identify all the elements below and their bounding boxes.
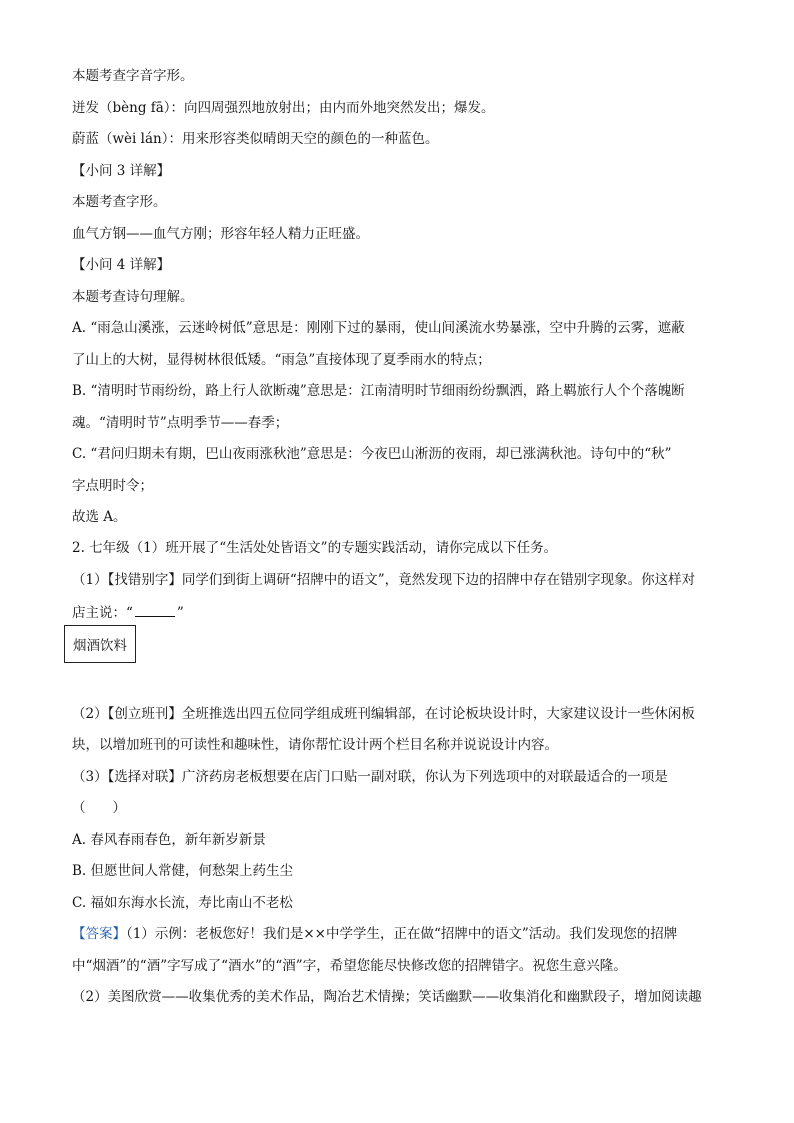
text-line: 块，以增加班刊的可读性和趣味性，请你帮忙设计两个栏目名称并说说设计内容。 [72, 737, 558, 753]
quote-prefix: 店主说：“ [72, 605, 133, 621]
question-part: （1）【找错别字】同学们到街上调研“招牌中的语文”，竟然发现下边的招牌中存在错别字现象。你这样对 [72, 572, 696, 588]
question-title: 2. 七年级（1）班开展了“生活处处皆语文”的专题实践活动，请你完成以下任务。 [72, 540, 558, 556]
text-line: 本题考查字音字形。 [72, 68, 194, 84]
text-line: C. “君问归期未有期，巴山夜雨涨秋池”意思是：今夜巴山淅沥的夜雨，却已涨满秋池。诗句中的“秋” [72, 446, 672, 462]
section-heading: 【小问 3 详解】 [72, 163, 171, 179]
option-a: A. 春风春雨春色，新年新岁新景 [72, 832, 266, 848]
quote-suffix: ” [176, 605, 184, 621]
section-heading: 【小问 4 详解】 [72, 257, 171, 273]
answer-blank [135, 602, 175, 617]
question-part-tail [72, 602, 732, 622]
answer-line [72, 925, 732, 943]
text-line: 血气方钢——血气方刚；形容年轻人精力正旺盛。 [72, 226, 369, 242]
answer-line: （2）美图欣赏——收集优秀的美术作品，陶冶艺术情操；笑话幽默——收集消化和幽默段子，增加阅读趣 [72, 989, 702, 1005]
text-line: 本题考查诗句理解。 [72, 289, 194, 305]
text-line: 本题考查字形。 [72, 194, 167, 210]
text-line: A. “雨急山溪涨，云迷岭树低”意思是：刚刚下过的暴雨，使山间溪流水势暴涨，空中升腾的云雾，遮蔽 [72, 320, 685, 336]
text-line: B. “清明时节雨纷纷，路上行人欲断魂”意思是：江南清明时节细雨纷纷飘洒，路上羁旅行人个个落魄断 [72, 383, 685, 399]
answer-tag: 【答案】 [72, 926, 126, 942]
option-b: B. 但愿世间人常健，何愁架上药生尘 [72, 863, 294, 879]
option-c: C. 福如东海水长流，寿比南山不老松 [72, 895, 293, 911]
shop-sign-box [64, 625, 136, 663]
text-line: 魂。“清明时节”点明季节——春季； [72, 415, 289, 431]
question-part: （3）【选择对联】广济药房老板想要在店门口贴一副对联，你认为下列选项中的对联最适合的一项是 [72, 769, 668, 785]
answer-text: （1）示例：老板您好！我们是××中学学生，正在做“招牌中的语文”活动。我们发现您的招牌 [126, 926, 678, 942]
answer-paren: （ ） [72, 800, 126, 816]
text-line: 迸发（bèng fā）：向四周强烈地放射出；由内而外地突然发出；爆发。 [72, 100, 495, 116]
text-line: 蔚蓝（wèi lán）：用来形容类似晴朗天空的颜色的一种蓝色。 [72, 131, 439, 147]
answer-line: 中“烟酒”的“酒”字写成了“酒水”的“酒”字，希望您能尽快修改您的招牌错字。祝您生意兴隆。 [72, 958, 627, 974]
question-part: （2）【创立班刊】全班推选出四五位同学组成班刊编辑部，在讨论板块设计时，大家建议设计一些休闲板 [72, 706, 695, 722]
shop-sign-text: 烟酒饮料 [73, 638, 127, 654]
text-line: 字点明时令； [72, 478, 153, 494]
text-line: 了山上的大树，显得树林很低矮。“雨急”直接体现了夏季雨水的特点； [72, 352, 491, 368]
text-line: 故选 A。 [72, 509, 127, 525]
